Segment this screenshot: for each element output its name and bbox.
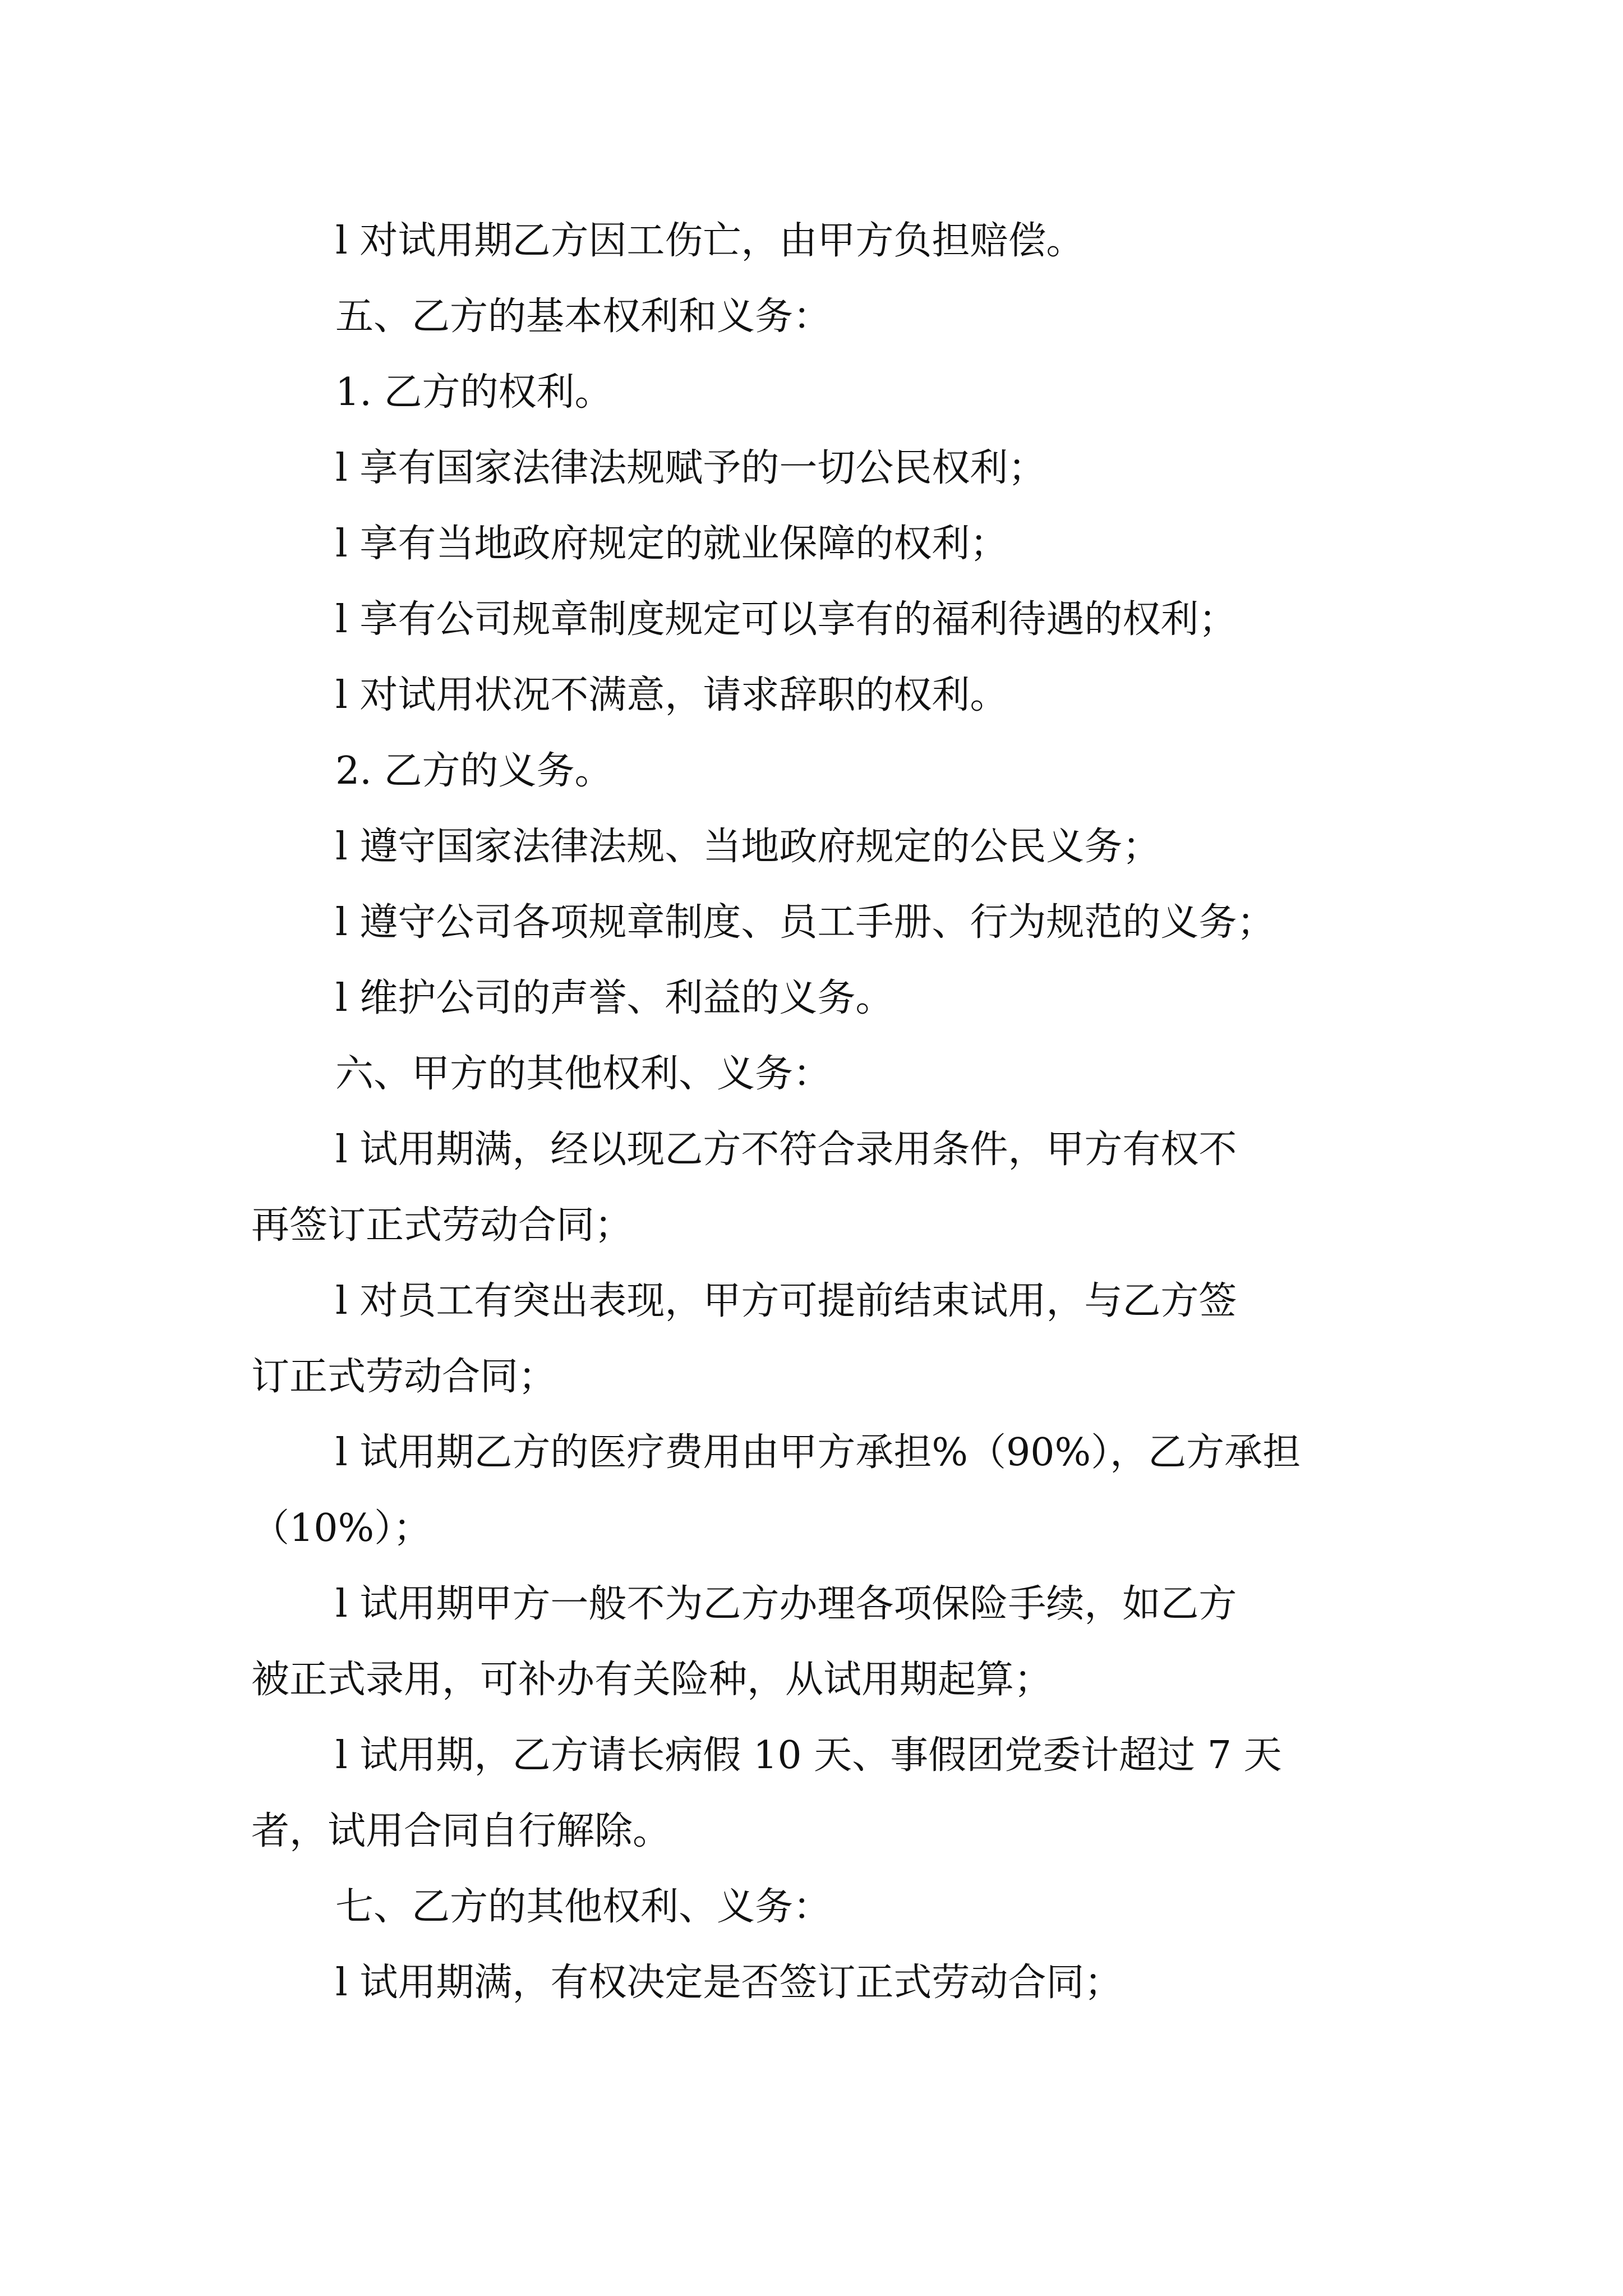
text-line: 被正式录用，可补办有关险种，从试用期起算； [251,1658,1053,1702]
text-line: l 享有当地政府规定的就业保障的权利； [335,522,1008,566]
text-line: l 试用期满，经以现乙方不符合录用条件，甲方有权不 [335,1128,1237,1172]
text-line: 再签订正式劳动合同； [251,1203,633,1248]
text-line: l 享有国家法律法规赋予的一切公民权利； [335,446,1046,490]
text-line: l 遵守国家法律法规、当地政府规定的公民义务； [335,825,1161,869]
text-line: l 遵守公司各项规章制度、员工手册、行为规范的义务； [335,900,1275,945]
text-line: 订正式劳动合同； [251,1355,557,1399]
section-heading: 七、乙方的其他权利、义务： [335,1885,832,1929]
subsection-heading: 2. 乙方的义务。 [335,749,613,793]
text-line: l 对试用状况不满意，请求辞职的权利。 [335,673,1008,717]
text-line: l 对试用期乙方因工伤亡，由甲方负担赔偿。 [335,219,1085,263]
section-heading: 六、甲方的其他权利、义务： [335,1052,832,1096]
text-line: l 试用期甲方一般不为乙方办理各项保险手续，如乙方 [335,1582,1237,1626]
section-heading: 五、乙方的基本权利和义务： [335,295,832,339]
text-line: l 维护公司的声誉、利益的义务。 [335,976,894,1020]
subsection-heading: 1. 乙方的权利。 [335,370,613,415]
text-line: l 试用期满，有权决定是否签订正式劳动合同； [335,1961,1123,2005]
text-line: l 试用期乙方的医疗费用由甲方承担%（90%），乙方承担 [335,1430,1301,1475]
text-line: 者，试用合同自行解除。 [251,1809,671,1853]
text-line: （10%）； [251,1506,432,1550]
text-line: l 试用期，乙方请长病假 10 天、事假团党委计超过 7 天 [335,1733,1282,1778]
text-line: l 享有公司规章制度规定可以享有的福利待遇的权利； [335,597,1237,642]
text-line: l 对员工有突出表现，甲方可提前结束试用，与乙方签 [335,1279,1237,1323]
